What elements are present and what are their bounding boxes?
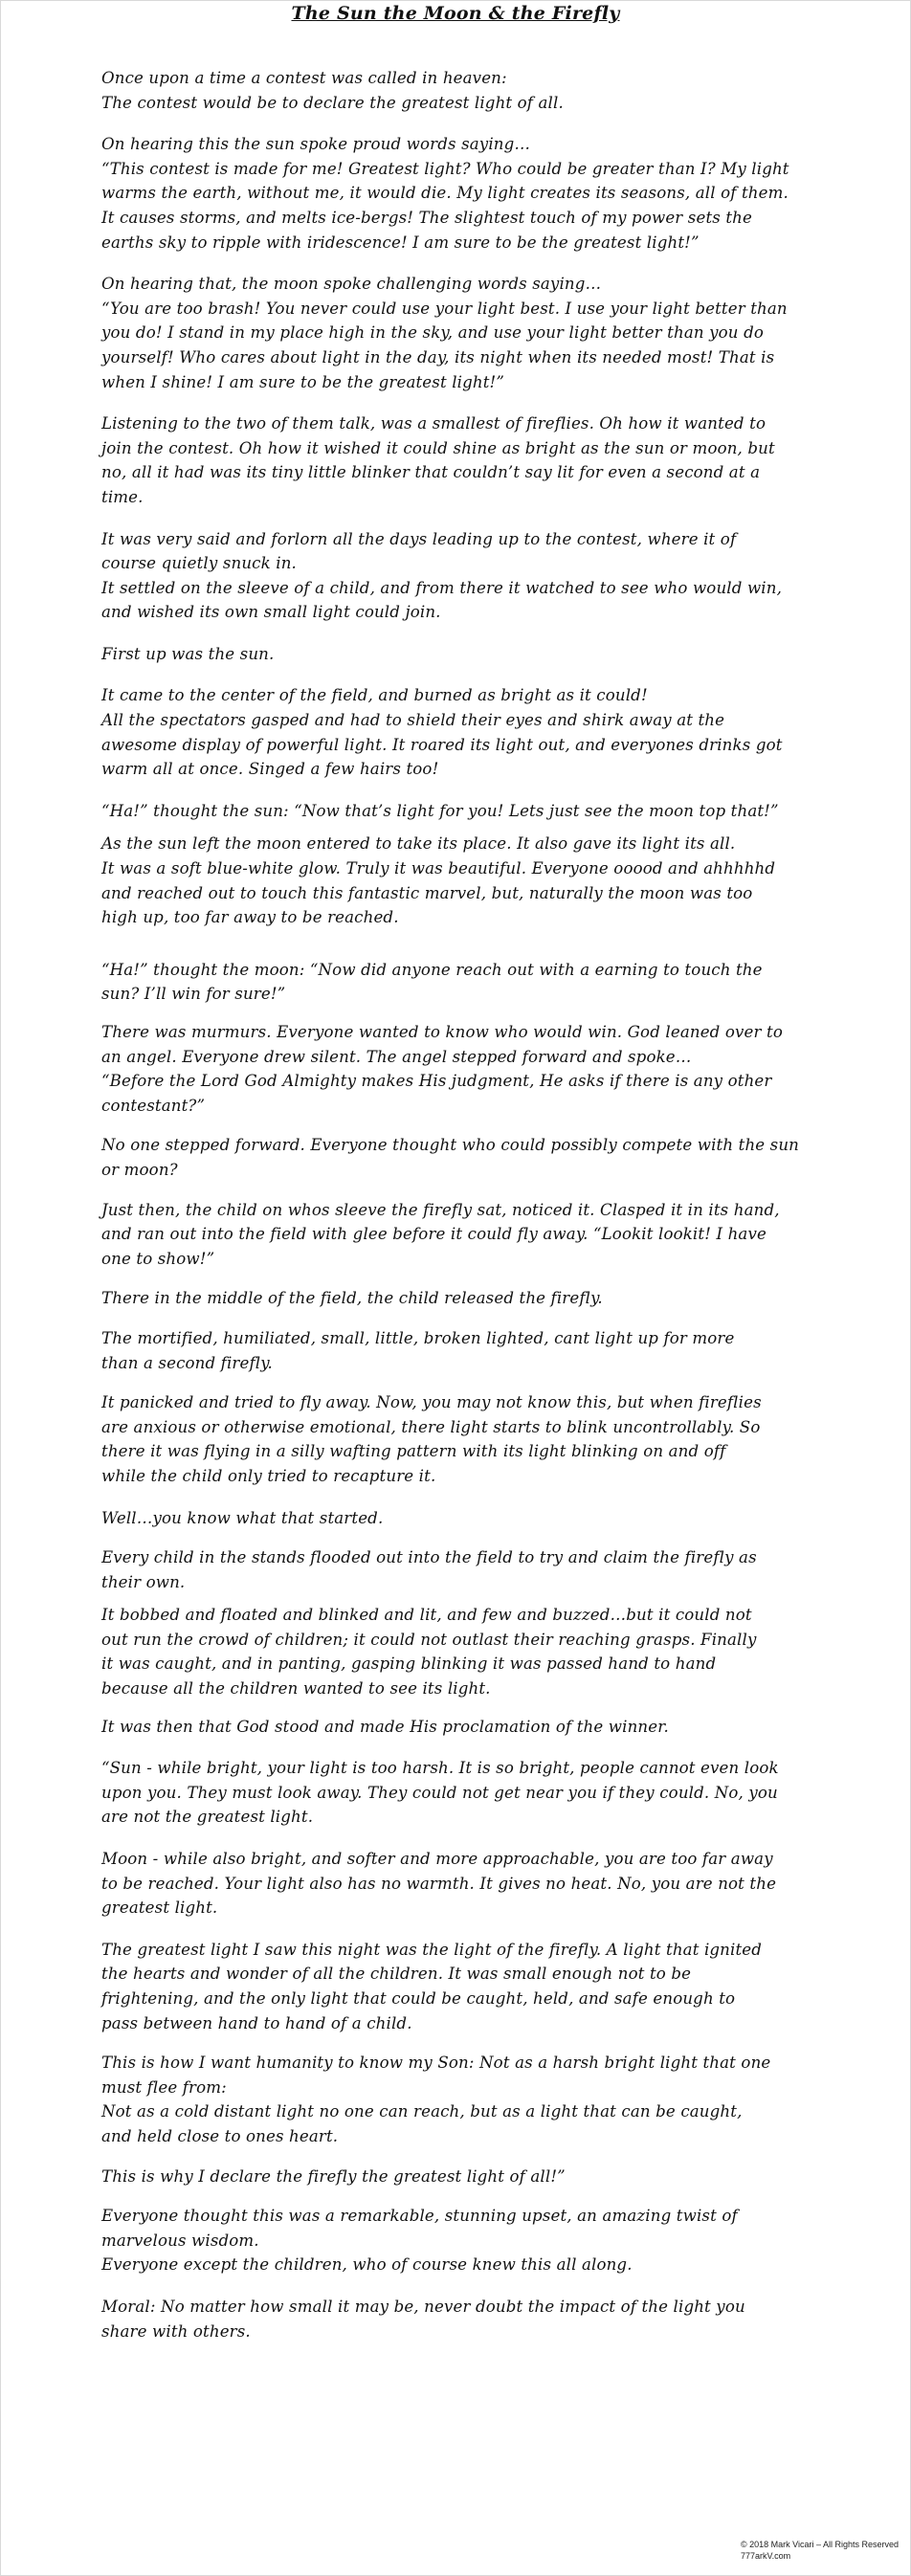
story-line: and wished its own small light could join. (101, 603, 441, 622)
story-line: while the child only tried to recapture it. (101, 1466, 436, 1485)
story-line: The contest would be to declare the greatest light of all. (101, 93, 564, 112)
story-line: The greatest light I saw this night was the light of the firefly. A light that ignited (101, 1940, 763, 1959)
story-line: “This contest is made for me! Greatest light? Who could be greater than I? My light (101, 159, 789, 178)
story-paragraph (101, 1938, 815, 2035)
story-line: Listening to the two of them talk, was a smallest of fireflies. Oh how it wanted to (101, 414, 767, 433)
story-line: pass between hand to hand of a child. (101, 2013, 412, 2032)
story-line: upon you. They must look away. They could not get near you if they could. No, you (101, 1783, 778, 1802)
story-line: This is why I declare the firefly the greatest light of all!” (101, 2166, 566, 2186)
story-line: than a second firefly. (101, 1353, 273, 1372)
story-line: Everyone except the children, who of course knew this all along. (101, 2255, 633, 2275)
story-line: there it was flying in a silly wafting pattern with its light blinking on and off (101, 1442, 726, 1461)
story-line: earths sky to ripple with iridescence! I am sure to be the greatest light!” (101, 233, 700, 252)
story-line: All the spectators gasped and had to shield their eyes and shirk away at the (101, 711, 725, 730)
story-line: There was murmurs. Everyone wanted to know who would win. God leaned over to (101, 1023, 783, 1041)
story-paragraph (101, 1715, 815, 1740)
story-line: As the sun left the moon entered to take its place. It also gave its light its all. (101, 834, 736, 854)
story-line: Every child in the stands flooded out into the field to try and claim the firefly as (101, 1548, 757, 1567)
story-paragraph (101, 683, 815, 781)
website-text: 777arkV.com (740, 2551, 791, 2561)
story-paragraph (101, 1326, 815, 1375)
story-line: to be reached. Your light also has no warmth. It gives no heat. No, you are not the (101, 1874, 777, 1893)
story-paragraph (101, 832, 815, 929)
story-line: It settled on the sleeve of a child, and from there it watched to see who would win, (101, 578, 783, 597)
story-paragraph (101, 1603, 815, 1700)
story-line: course quietly snuck in. (101, 554, 297, 573)
story-paragraph (101, 2204, 815, 2277)
story-line: It was a soft blue-white glow. Truly it was beautiful. Everyone ooood and ahhhhhd (101, 859, 776, 878)
copyright-notice: © 2018 Mark Vicari – All Rights Reserved (740, 2540, 899, 2549)
story-line: On hearing this the sun spoke proud words saying… (101, 135, 531, 154)
story-line: warms the earth, without me, it would die. My light creates its seasons, all of them. (101, 184, 789, 203)
footer (741, 2539, 899, 2562)
story-line: are anxious or otherwise emotional, there light starts to blink uncontrollably. So (101, 1417, 761, 1436)
story-line: one to show!” (101, 1249, 215, 1268)
story-line: No one stepped forward. Everyone thought who could possibly compete with the sun (101, 1136, 800, 1155)
story-paragraph (101, 1390, 815, 1488)
story-body (101, 51, 815, 2343)
story-line: when I shine! I am sure to be the greatest light!” (101, 372, 504, 391)
story-line: no, all it had was its tiny little blinker that couldn’t say lit for even a second at a (101, 463, 761, 482)
story-line: Moral: No matter how small it may be, never doubt the impact of the light you (101, 2297, 745, 2316)
story-paragraph (101, 1020, 815, 1118)
story-line: There in the middle of the field, the child released the firefly. (101, 1289, 603, 1308)
story-paragraph (101, 1847, 815, 1921)
story-line: and reached out to touch this fantastic marvel, but, naturally the moon was too (101, 883, 753, 902)
story-line: must flee from: (101, 2077, 227, 2097)
story-line: “You are too brash! You never could use your light best. I use your light better than (101, 299, 788, 318)
story-line: “Sun - while bright, your light is too harsh. It is so bright, people cannot even look (101, 1759, 779, 1778)
story-line: their own. (101, 1572, 186, 1591)
story-line: marvelous wisdom. (101, 2231, 259, 2250)
story-line: an angel. Everyone drew silent. The angel stepped forward and spoke… (101, 1047, 692, 1066)
story-line: or moon? (101, 1160, 178, 1179)
story-paragraph (101, 1286, 815, 1311)
story-line: out run the crowd of children; it could not outlast their reaching grasps. Finally (101, 1630, 757, 1649)
story-line: It bobbed and floated and blinked and lit, and few and buzzed…but it could not (101, 1606, 752, 1625)
story-line: “Ha!” thought the moon: “Now did anyone reach out with a earning to touch the (101, 960, 763, 979)
story-line: Just then, the child on whos sleeve the firefly sat, noticed it. Clasped it in its hand, (101, 1200, 780, 1219)
story-line: frightening, and the only light that could be caught, held, and safe enough to (101, 1989, 736, 2008)
story-line: It was very said and forlorn all the days leading up to the contest, where it of (101, 529, 737, 548)
story-line: you do! I stand in my place high in the sky, and use your light better than you do (101, 323, 764, 343)
story-line: It causes storms, and melts ice-bergs! The slightest touch of my power sets the (101, 208, 752, 227)
story-line: contestant?” (101, 1096, 206, 1115)
story-line: This is how I want humanity to know my Son: Not as a harsh bright light that one (101, 2054, 771, 2073)
story-paragraph (101, 958, 815, 1007)
story-line: and held close to ones heart. (101, 2126, 339, 2145)
story-line: are not the greatest light. (101, 1808, 314, 1827)
story-line: share with others. (101, 2321, 251, 2341)
story-paragraph (101, 527, 815, 625)
story-paragraph (101, 272, 815, 394)
story-paragraph (101, 2051, 815, 2148)
story-line: Everyone thought this was a remarkable, stunning upset, an amazing twist of (101, 2207, 738, 2226)
story-line: It was then that God stood and made His proclamation of the winner. (101, 1717, 669, 1736)
story-line: “Ha!” thought the sun: “Now that’s light for you! Lets just see the moon top that!” (101, 801, 779, 820)
story-line: On hearing that, the moon spoke challenging words saying… (101, 275, 602, 294)
story-line: The mortified, humiliated, small, little, broken lighted, cant light up for more (101, 1328, 735, 1347)
story-paragraph (101, 1756, 815, 1830)
story-line: join the contest. Oh how it wished it could shine as bright as the sun or moon, but (101, 438, 775, 457)
story-paragraph (101, 799, 815, 824)
story-paragraph (101, 2165, 815, 2189)
story-line: because all the children wanted to see its light. (101, 1679, 491, 1699)
story-line: First up was the sun. (101, 644, 275, 663)
story-paragraph (101, 2295, 815, 2343)
story-line: Not as a cold distant light no one can reach, but as a light that can be caught, (101, 2102, 743, 2121)
story-line: It panicked and tried to fly away. Now, you may not know this, but when fireflies (101, 1393, 762, 1412)
story-paragraph (101, 132, 815, 255)
story-line: the hearts and wonder of all the children. It was small enough not to be (101, 1965, 692, 1984)
story-line: “Before the Lord God Almighty makes His judgment, He asks if there is any other (101, 1072, 772, 1091)
story-paragraph (101, 411, 815, 509)
story-line: high up, too far away to be reached. (101, 908, 399, 927)
story-line: and ran out into the field with glee before it could fly away. “Lookit lookit! I have (101, 1225, 767, 1244)
story-line: warm all at once. Singed a few hairs too! (101, 760, 439, 779)
story-line: It came to the center of the field, and burned as bright as it could! (101, 686, 648, 705)
story-line: Well…you know what that started. (101, 1508, 384, 1527)
story-paragraph (101, 1545, 815, 1594)
story-line: greatest light. (101, 1899, 218, 1918)
story-line: Once upon a time a contest was called in heaven: (101, 69, 507, 87)
story-line: it was caught, and in panting, gasping blinking it was passed hand to hand (101, 1654, 717, 1674)
story-paragraph (101, 1133, 815, 1182)
story-line: Moon - while also bright, and softer and more approachable, you are too far away (101, 1850, 773, 1869)
story-paragraph (101, 1198, 815, 1272)
story-paragraph (101, 66, 815, 115)
story-line: awesome display of powerful light. It roared its light out, and everyones drinks got (101, 735, 783, 754)
story-title: The Sun the Moon & the Firefly (291, 3, 620, 24)
story-paragraph (101, 642, 815, 667)
story-paragraph (101, 1506, 815, 1531)
story-line: time. (101, 487, 144, 506)
story-line: sun? I’ll win for sure!” (101, 985, 286, 1004)
story-line: yourself! Who cares about light in the day, its night when its needed most! That is (101, 347, 775, 366)
